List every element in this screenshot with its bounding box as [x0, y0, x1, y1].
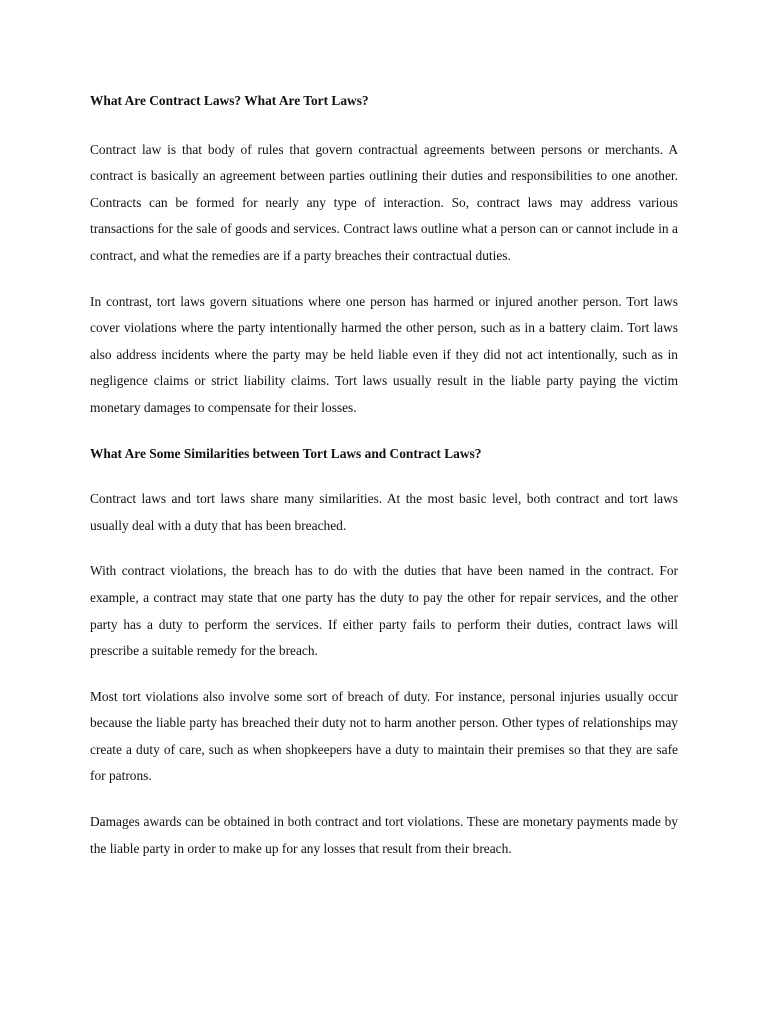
paragraph-damages-awards: Damages awards can be obtained in both contract and tort violations. These are monetary payments made by the liable party in order to make up for any losses that result from their breach. [90, 814, 678, 856]
paragraph-contract-law-definition: Contract law is that body of rules that govern contractual agreements between persons or merchants. A contract is basically an agreement between parties outlining their duties and responsibilities to one another. Contracts can be formed for nearly any type of interaction. So, contract laws may address various transactions for the sale of goods and services. Contract laws outline what a person can or cannot include in a contract, and what the remedies are if a party breaches their contractual duties. [90, 141, 678, 263]
document-page [90, 88, 678, 881]
section-heading-contract-tort-laws: What Are Contract Laws? What Are Tort Laws? [90, 93, 369, 108]
paragraph-tort-violations: Most tort violations also involve some sort of breach of duty. For instance, personal injuries usually occur because the liable party has breached their duty not to harm another person. Other types of relationships may create a duty of care, such as when shopkeepers have a duty to maintain their premises so that they are safe for patrons. [90, 688, 678, 784]
paragraph-similarities-intro: Contract laws and tort laws share many similarities. At the most basic level, both contract and tort laws usually deal with a duty that has been breached. [90, 491, 678, 533]
paragraph-contract-violations: With contract violations, the breach has to do with the duties that have been named in the contract. For example, a contract may state that one party has the duty to pay the other for repair services, and the other party has a duty to perform the services. If either party fails to perform their duties, contract laws will prescribe a suitable remedy for the breach. [90, 563, 678, 659]
paragraph-tort-law-definition: In contrast, tort laws govern situations where one person has harmed or injured another person. Tort laws cover violations where the party intentionally harmed the other person, such as in a battery claim. Tort laws also address incidents where the party may be held liable even if they did not act intentionally, such as in negligence claims or strict liability claims. Tort laws usually result in the liable party paying the victim monetary damages to compensate for their losses. [90, 293, 678, 415]
section-heading-similarities: What Are Some Similarities between Tort Laws and Contract Laws? [90, 445, 482, 461]
